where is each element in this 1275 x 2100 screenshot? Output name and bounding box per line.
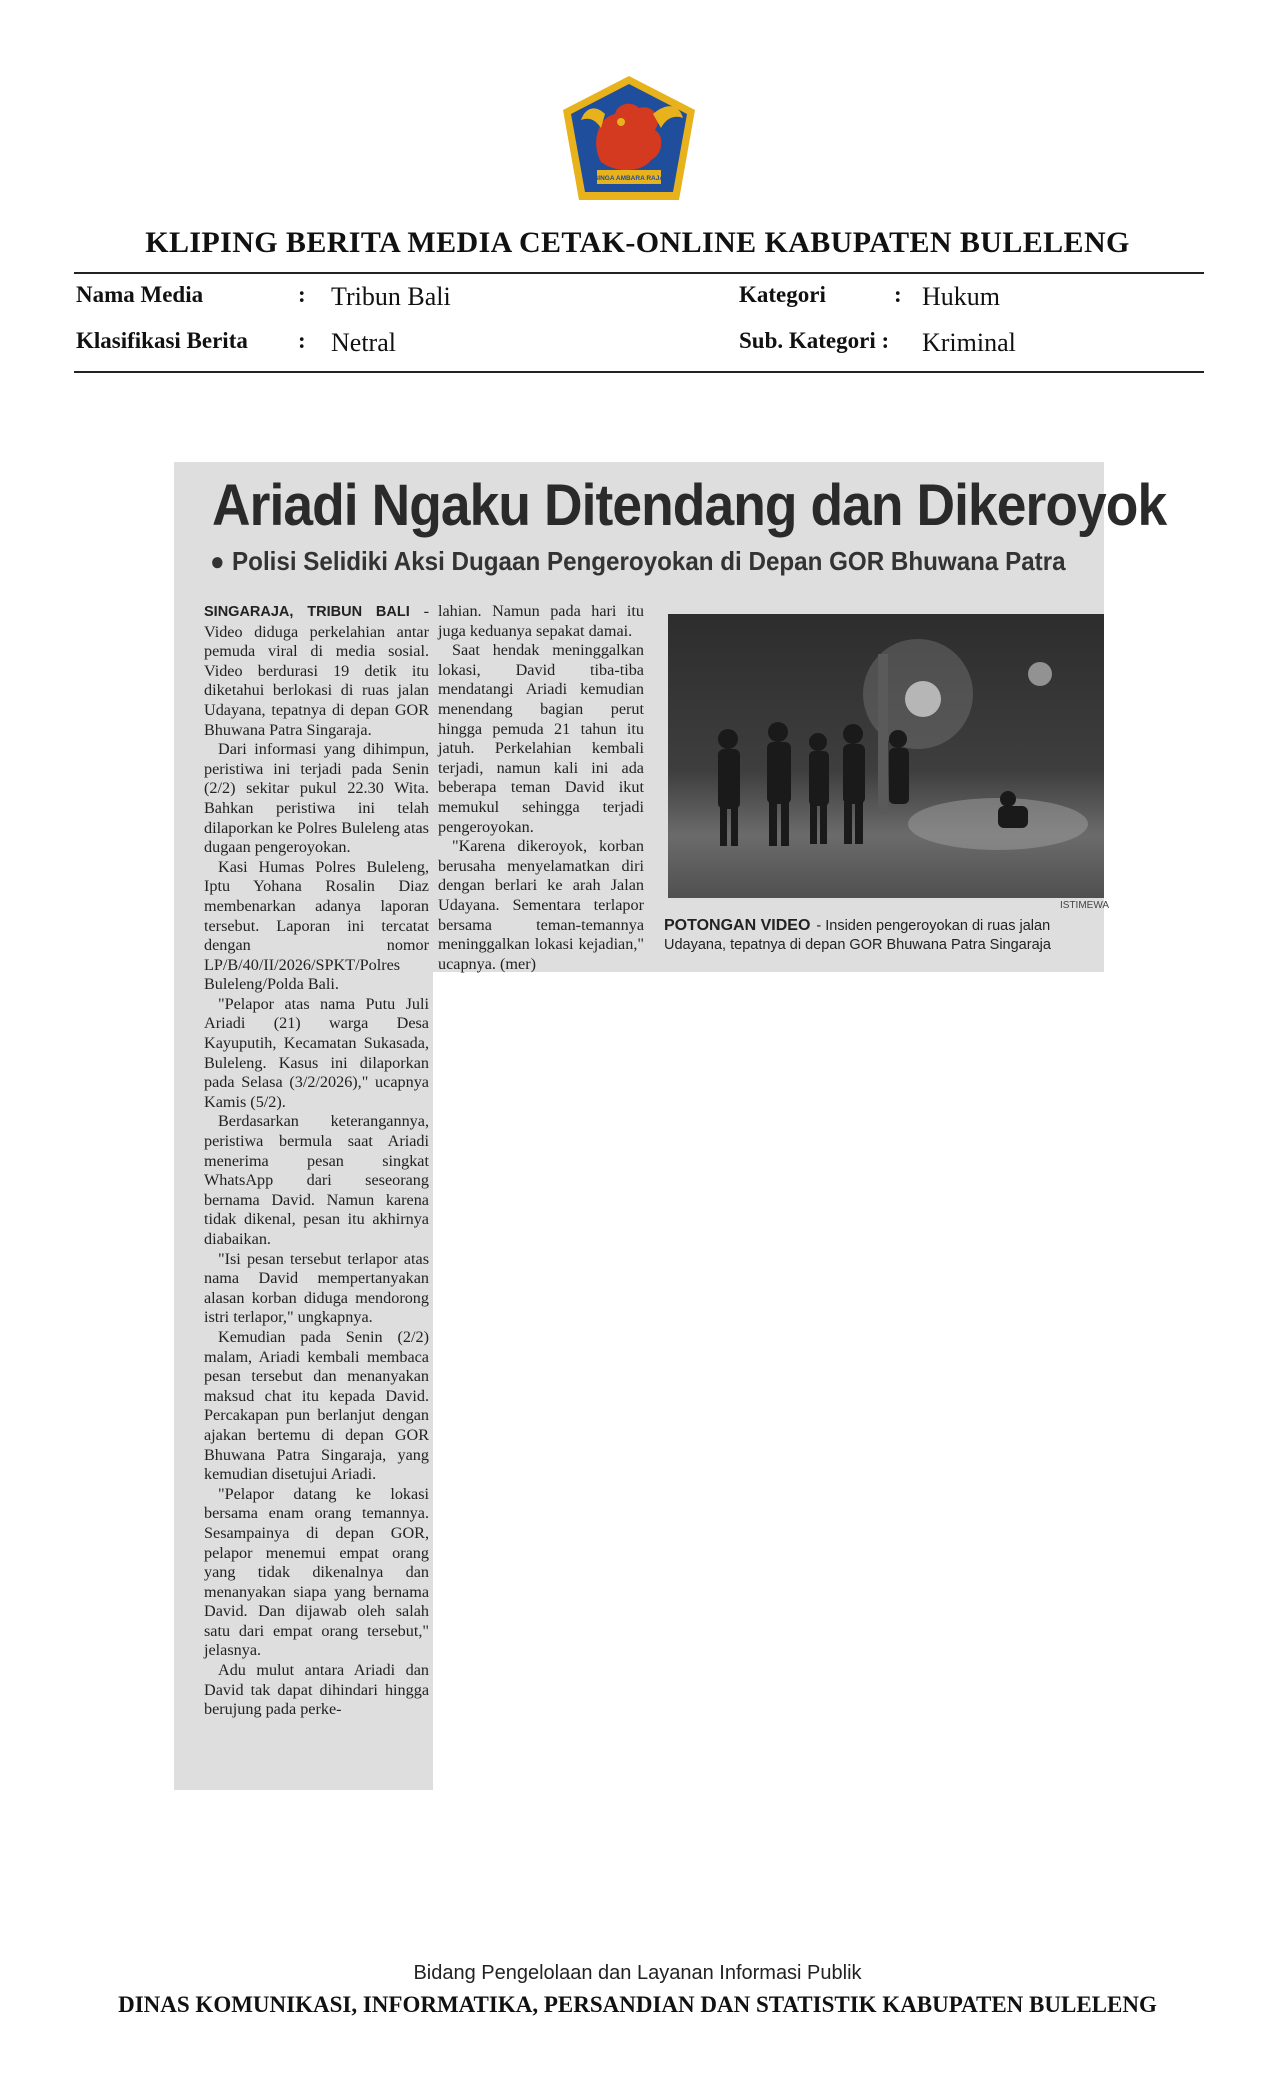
article-paragraph: Kasi Humas Polres Buleleng, Iptu Yohana Rosalin Diaz membenarkan adanya laporan tersebut. Laporan ini tercatat dengan nomor LP/B/40/II/2026/SPKT/Polres Buleleng/Polda Bali. (204, 857, 429, 994)
article-paragraph: Adu mulut antara Ariadi dan David tak dapat dihindari hingga berujung pada perke- (204, 1661, 429, 1719)
nama-media-label: Nama Media (76, 282, 204, 307)
footer-unit: Bidang Pengelolaan dan Layanan Informasi Publik (413, 1962, 862, 1984)
article-paragraph: Dari informasi yang dihimpun, peristiwa ini terjadi pada Senin (2/2) sekitar pukul 22.30 Wita. Bahkan peristiwa ini telah dilaporkan ke Polres Buleleng atas dugaan pengeroyokan. (204, 740, 429, 857)
colon: : (298, 328, 306, 353)
news-photo (668, 614, 1104, 898)
article-headline: Ariadi Ngaku Ditendang dan Dikeroyok (212, 473, 1167, 538)
photo-caption (664, 916, 1104, 955)
article-paragraph: "Isi pesan tersebut terlapor atas nama David mempertanyakan alasan korban diduga mendorong istri terlapor," ungkapnya. (204, 1249, 429, 1327)
night-street-scene-icon (668, 614, 1104, 898)
article-dateline: SINGARAJA, TRIBUN BALI (204, 604, 410, 620)
article-subheadline-text: Polisi Selidiki Aksi Dugaan Pengeroyokan di Depan GOR Bhuwana Patra (232, 546, 1066, 576)
article-paragraph: "Karena dikeroyok, korban berusaha menyelamatkan diri dengan berlari ke arah Jalan Udayana. Sementara terlapor bersama teman-temannya meninggalkan lokasi kejadian," ucapnya. (mer) (438, 837, 644, 973)
caption-text: - Insiden pengeroyokan di ruas jalan Udayana, tepatnya di depan GOR Bhuwana Patra Singaraja (664, 918, 1051, 953)
photo-credit: ISTIMEWA (1060, 900, 1110, 911)
header-rule-bottom (74, 371, 1204, 373)
kategori-value: Hukum (922, 282, 1000, 311)
colon: : (298, 282, 306, 307)
article-paragraph: Kemudian pada Senin (2/2) malam, Ariadi kembali membaca pesan tersebut dan menanyakan maksud chat itu kepada David. Percakapan pun berlanjut dengan ajakan bertemu di depan GOR Bhuwana Patra Singaraja, yang kemudian disetujui Ariadi. (204, 1327, 429, 1484)
svg-text:SINGA AMBARA RAJA: SINGA AMBARA RAJA (593, 175, 665, 182)
article-paragraph: "Pelapor atas nama Putu Juli Ariadi (21) warga Desa Kayuputih, Kecamatan Sukasada, Buleleng. Kasus ini dilaporkan pada Selasa (3/2/2026)," ucapnya Kamis (5/2). (204, 994, 429, 1111)
colon: : (894, 282, 902, 307)
klasifikasi-label: Klasifikasi Berita (76, 328, 248, 353)
article-subheadline (210, 546, 1066, 577)
klasifikasi-value: Netral (331, 328, 396, 357)
article-paragraph: lahian. Namun pada hari itu juga keduanya sepakat damai. (438, 602, 644, 640)
article-paragraph: "Pelapor datang ke lokasi bersama enam orang temannya. Sesampainya di depan GOR, pelapor menemui empat orang yang tidak dikenalnya dan menanyakan siapa yang bernama David. Dan dijawab oleh salah satu dari empat orang tersebut," jelasnya. (204, 1484, 429, 1660)
lion-crest-icon (561, 74, 697, 202)
article-paragraph: Saat hendak meninggalkan lokasi, David tiba-tiba mendatangi Ariadi kemudian menendang bagian perut hingga pemuda 21 tahun itu jatuh. Perkelahian kembali terjadi, namun kali ini ada beberapa teman David ikut memukul sehingga terjadi pengeroyokan. (438, 641, 644, 836)
sub-kategori-label: Sub. Kategori : (739, 328, 890, 353)
sub-kategori-value: Kriminal (922, 328, 1016, 357)
article-column-2 (438, 602, 644, 974)
header-rule-top (74, 272, 1204, 274)
footer-agency: DINAS KOMUNIKASI, INFORMATIKA, PERSANDIAN DAN STATISTIK KABUPATEN BULELENG (118, 1992, 1157, 2017)
caption-title: POTONGAN VIDEO (664, 917, 811, 934)
article-paragraph: Berdasarkan keterangannya, peristiwa bermula saat Ariadi menerima pesan singkat WhatsApp dari seseorang bernama David. Namun karena tidak dikenal, pesan itu akhirnya diabaikan. (204, 1112, 429, 1248)
article-paragraph: SINGARAJA, TRIBUN BALI - Video diduga perkelahian antar pemuda viral di media sosial. Video berdurasi 19 detik itu diketahui berlokasi di ruas jalan Udayana, tepatnya di depan GOR Bhuwana Patra Singaraja. (204, 602, 429, 739)
kategori-label: Kategori (739, 282, 826, 307)
nama-media-value: Tribun Bali (331, 282, 451, 311)
bullet-icon: ● (210, 546, 225, 576)
page-title: KLIPING BERITA MEDIA CETAK-ONLINE KABUPATEN BULELENG (145, 226, 1130, 259)
article-column-1 (204, 602, 429, 1720)
